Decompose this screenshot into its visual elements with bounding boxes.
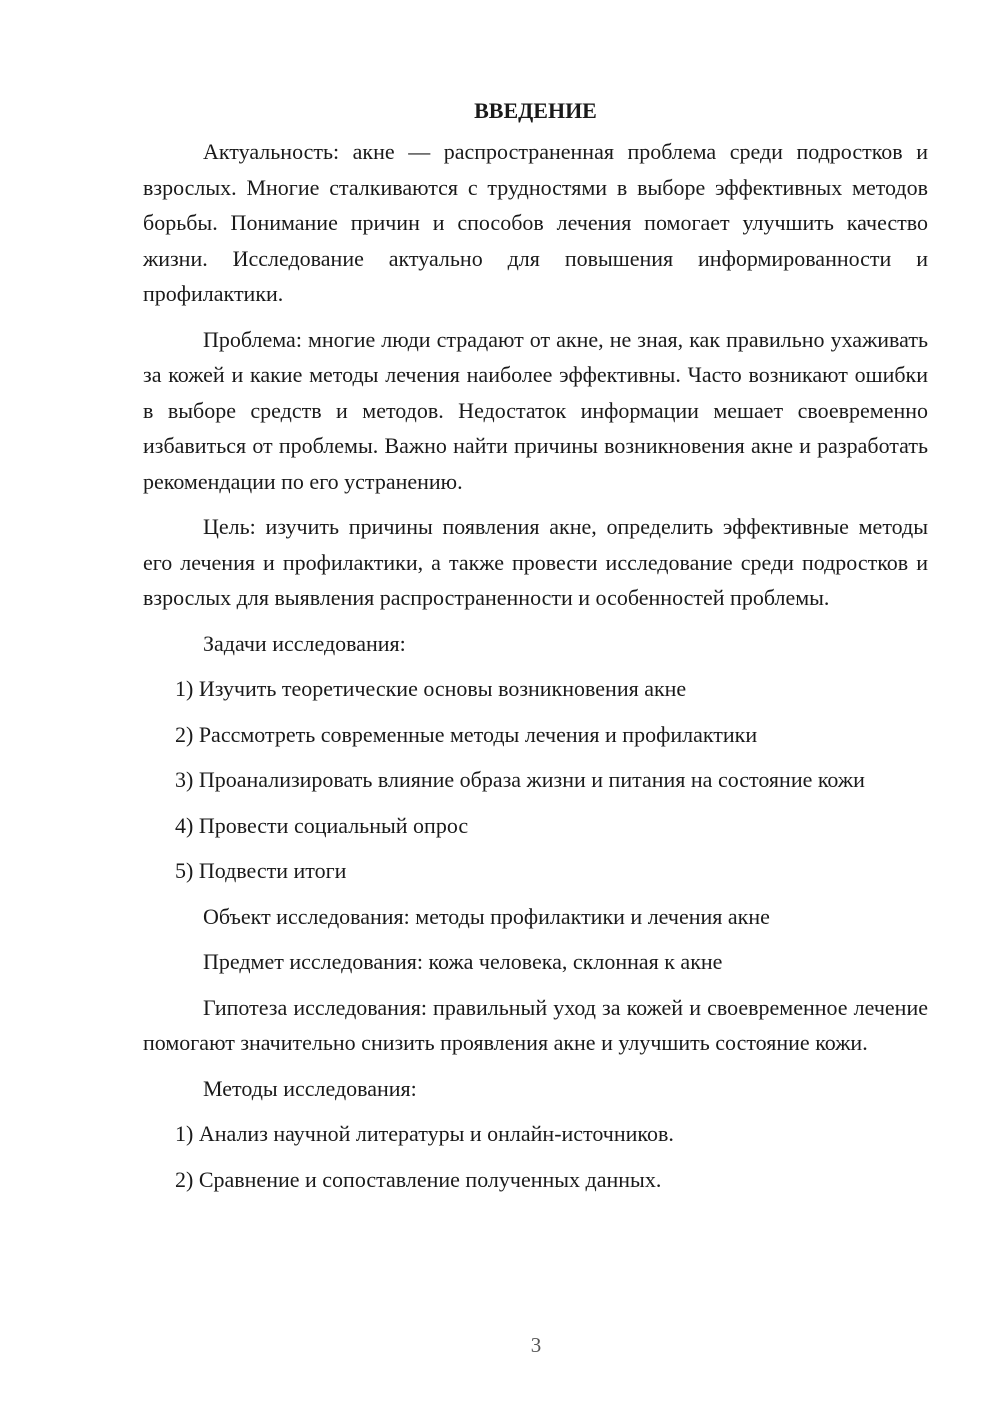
relevance-paragraph: Актуальность: акне — распространенная проблема среди подростков и взрослых. Многие сталкиваются с трудностями в выборе эффективных методов борьбы. Понимание причин и способов лечения помогает улучшить качество жизни. Исследование актуально для повышения информированности и профилактики. (143, 139, 928, 306)
method-item-2: 2) Сравнение и сопоставление полученных данных. (175, 1166, 662, 1192)
research-object: Объект исследования: методы профилактики и лечения акне (203, 903, 770, 929)
methods-heading: Методы исследования: (203, 1075, 417, 1101)
goal-paragraph: Цель: изучить причины появления акне, определить эффективные методы его лечения и профилактики, а также провести исследование среди подростков и взрослых для выявления распространенности и особенностей проблемы. (143, 514, 928, 610)
document-body (143, 94, 928, 1207)
task-item-4: 4) Провести социальный опрос (175, 812, 469, 838)
page-number: 3 (530, 1333, 542, 1357)
research-subject: Предмет исследования: кожа человека, склонная к акне (203, 949, 723, 974)
task-item-3: 3) Проанализировать влияние образа жизни и питания на состояние кожи (175, 767, 865, 792)
task-item-1: 1) Изучить теоретические основы возникновения акне (175, 676, 687, 701)
method-item-1: 1) Анализ научной литературы и онлайн-источников. (175, 1121, 674, 1146)
task-item-2: 2) Рассмотреть современные методы лечения и профилактики (175, 721, 758, 747)
hypothesis-paragraph: Гипотеза исследования: правильный уход за кожей и своевременное лечение помогают значительно снизить проявления акне и улучшить состояние кожи. (143, 994, 928, 1055)
problem-paragraph: Проблема: многие люди страдают от акне, не зная, как правильно ухаживать за кожей и какие методы лечения наиболее эффективны. Часто возникают ошибки в выборе средств и методов. Недостаток информации мешает своевременно избавиться от проблемы. Важно найти причины возникновения акне и разработать рекомендации по его устранению. (143, 326, 928, 494)
page-title: ВВЕДЕНИЕ (474, 98, 597, 123)
task-item-5: 5) Подвести итоги (175, 858, 347, 883)
tasks-heading: Задачи исследования: (203, 630, 406, 656)
